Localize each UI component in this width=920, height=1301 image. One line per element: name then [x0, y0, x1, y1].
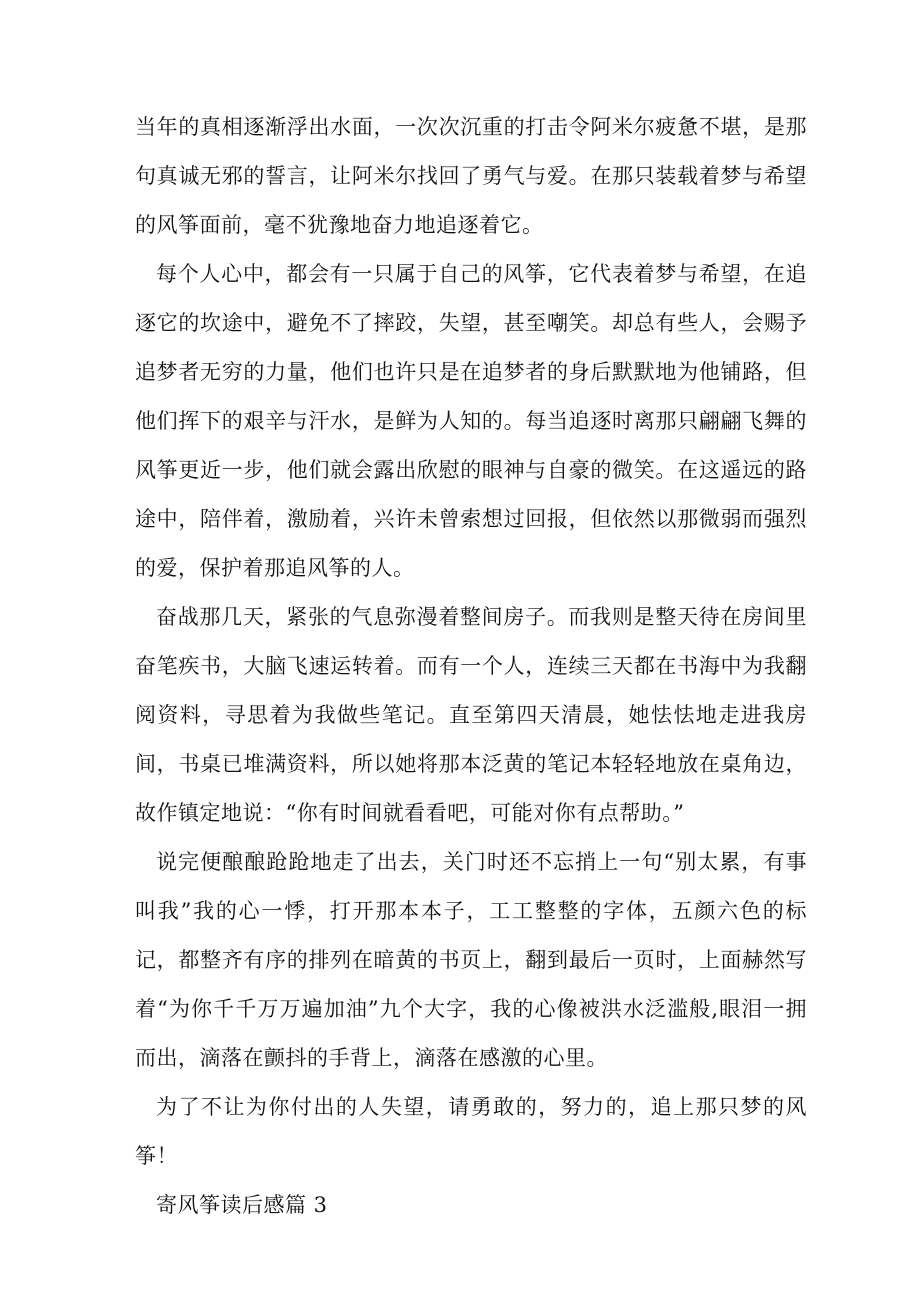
paragraph-1: 当年的真相逐渐浮出水面，一次次沉重的打击令阿米尔疲惫不堪，是那句真诚无邪的誓言，让阿米尔找回了勇气与爱。在那只装载着梦与希望的风筝面前，毫不犹豫地奋力地追逐着它。 [135, 115, 807, 237]
paragraph-3: 奋战那几天，紧张的气息弥漫着整间房子。而我则是整天待在房间里奋笔疾书，大脑飞速运转着。而有一个人，连续三天都在书海中为我翻阅资料，寻思着为我做些笔记。直至第四天清晨，她怯怯地走进我房间，书桌已堆满资料，所以她将那本泛黄的笔记本轻轻地放在桌角边，故作镇定地说：“你有时间就看看吧，可能对你有点帮助。” [135, 605, 807, 825]
section-title: 寄风筝读后感篇 3 [156, 1193, 328, 1217]
document-body [135, 103, 807, 1230]
paragraph-4: 说完便酿酿跄跄地走了出去，关门时还不忘捎上一句“别太累，有事叫我”我的心一悸，打开那本本子，工工整整的字体，五颜六色的标记，都整齐有序的排列在暗黄的书页上，翻到最后一页时，上面赫然写着“为你千千万万遍加油”九个大字，我的心像被洪水泛滥般,眼泪一拥而出，滴落在颤抖的手背上，滴落在感激的心里。 [135, 850, 807, 1070]
paragraph-5: 为了不让为你付出的人失望，请勇敢的，努力的，追上那只梦的风筝！ [135, 1095, 807, 1168]
paragraph-2: 每个人心中，都会有一只属于自己的风筝，它代表着梦与希望，在追逐它的坎途中，避免不了摔跤，失望，甚至嘲笑。却总有些人，会赐予追梦者无穷的力量，他们也许只是在追梦者的身后默默地为他铺路，但他们挥下的艰辛与汗水，是鲜为人知的。每当追逐时离那只翩翩飞舞的风筝更近一步，他们就会露出欣慰的眼神与自豪的微笑。在这遥远的路途中，陪伴着，激励着，兴许未曾索想过回报，但依然以那微弱而强烈的爱，保护着那追风筝的人。 [135, 262, 807, 580]
